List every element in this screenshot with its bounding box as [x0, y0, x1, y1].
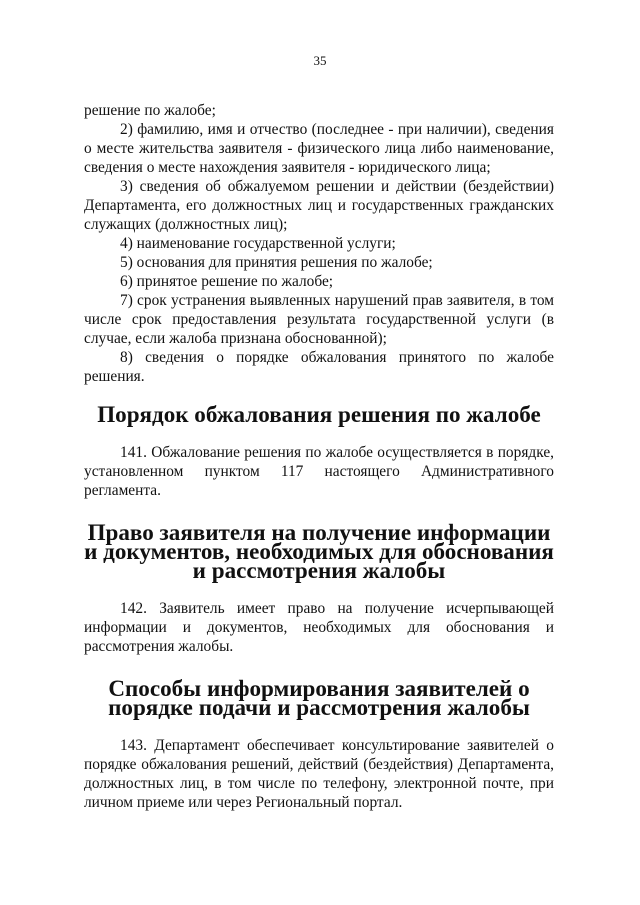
list-item-3: 3) сведения об обжалуемом решении и действии (бездействии) Департамента, его должностных лиц и государственных гражданских служащих (должностных лиц);: [84, 178, 554, 233]
section-heading-right-to-information: Право заявителя на получение информации и документов, необходимых для обоснования и рассмотрения жалобы: [84, 519, 554, 583]
document-body: [84, 101, 554, 812]
list-item-2: 2) фамилию, имя и отчество (последнее - при наличии), сведения о месте жительства заявителя - физического лица либо наименование, сведения о месте нахождения заявителя - юридического лица;: [84, 121, 554, 176]
page-number: 35: [313, 53, 327, 68]
paragraph-142: 142. Заявитель имеет право на получение исчерпывающей информации и документов, необходимых для обоснования и рассмотрения жалобы.: [84, 600, 554, 655]
section-heading-informing-methods: Способы информирования заявителей о порядке подачи и рассмотрения жалобы: [108, 675, 530, 720]
paragraph-141: 141. Обжалование решения по жалобе осуществляется в порядке, установленном пунктом 117 настоящего Административного регламента.: [84, 444, 554, 499]
list-item-5: 5) основания для принятия решения по жалобе;: [120, 254, 433, 271]
list-item-7: 7) срок устранения выявленных нарушений прав заявителя, в том числе срок предоставления результата государственной услуги (в случае, если жалоба признана обоснованной);: [84, 292, 554, 347]
paragraph-143: 143. Департамент обеспечивает консультирование заявителей о порядке обжалования решений, действий (бездействия) Департамента, должностных лиц, в том числе по телефону, электронной почте, при личном приеме или через Региональный портал.: [84, 737, 554, 811]
list-item-8: 8) сведения о порядке обжалования принятого по жалобе решения.: [84, 349, 554, 385]
list-item-4: 4) наименование государственной услуги;: [120, 235, 396, 252]
section-heading-appeal-procedure: Порядок обжалования решения по жалобе: [97, 401, 541, 427]
list-item-6: 6) принятое решение по жалобе;: [120, 273, 334, 290]
list-intro: решение по жалобе;: [84, 102, 216, 119]
